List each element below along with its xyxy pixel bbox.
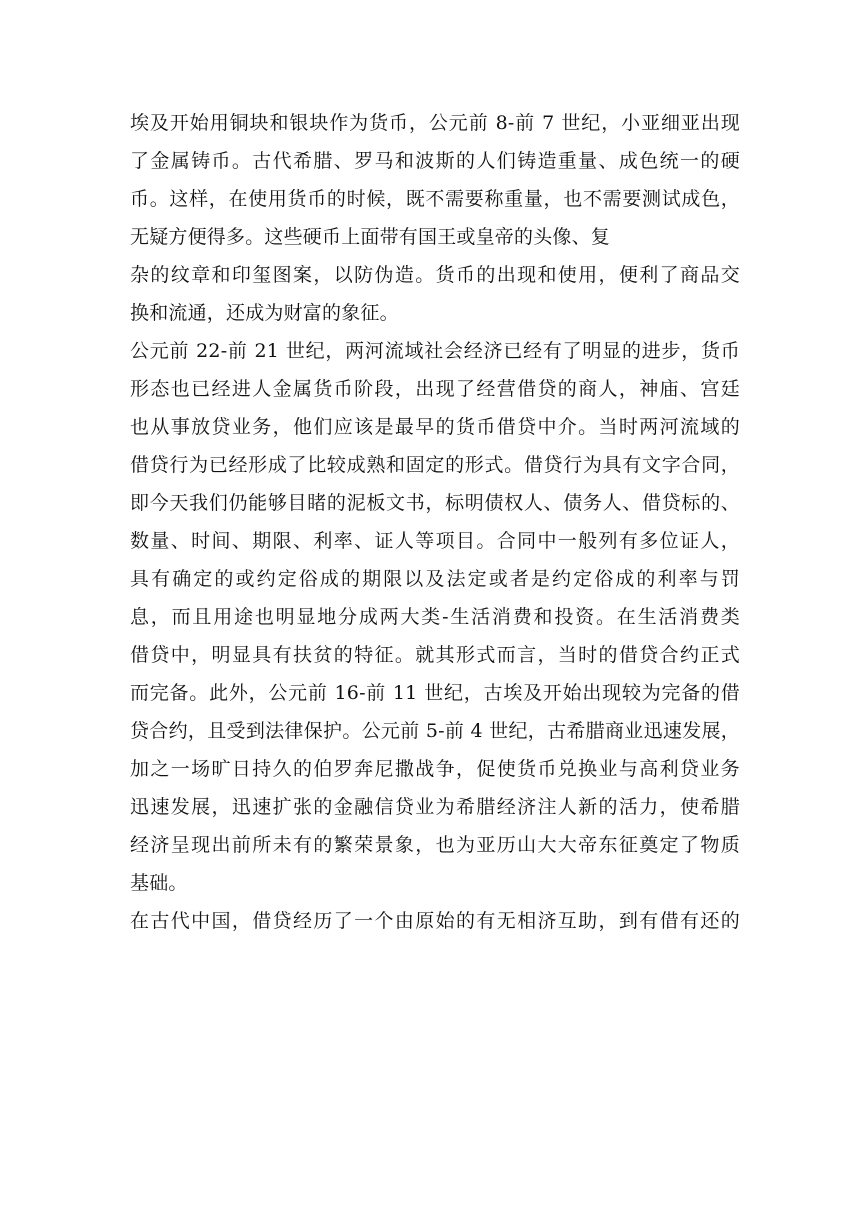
text-line: 了金属铸币。古代希腊、罗马和波斯的人们铸造重量、成色统一的硬 [130,150,740,172]
text-line: 公元前 22-前 21 世纪，两河流域社会经济已经有了明显的进步，货币 [130,340,740,362]
body-text [130,104,740,940]
text-line: 即今天我们仍能够目睹的泥板文书，标明债权人、债务人、借贷标的、 [130,492,740,514]
text-line: 经济呈现出前所未有的繁荣景象，也为亚历山大大帝东征奠定了物质 [130,834,740,856]
text-line: 具有确定的或约定俗成的期限以及法定或者是约定俗成的利率与罚 [130,568,740,590]
text-line: 借贷中，明显具有扶贫的特征。就其形式而言，当时的借贷合约正式 [130,644,740,666]
text-line: 而完备。此外，公元前 16-前 11 世纪，古埃及开始出现较为完备的借 [130,682,740,704]
text-line: 加之一场旷日持久的伯罗奔尼撒战争，促使货币兑换业与高利贷业务 [130,758,740,780]
text-line: 数量、时间、期限、利率、证人等项目。合同中一般列有多位证人， [130,530,740,552]
text-line: 迅速发展，迅速扩张的金融信贷业为希腊经济注人新的活力，使希腊 [130,796,740,818]
text-line: 币。这样，在使用货币的时候，既不需要称重量，也不需要测试成色， [130,188,740,210]
text-line: 息，而且用途也明显地分成两大类-生活消费和投资。在生活消费类 [130,606,740,628]
text-line: 也从事放贷业务，他们应该是最早的货币借贷中介。当时两河流域的 [130,416,740,438]
text-line: 在古代中国，借贷经历了一个由原始的有无相济互助，到有借有还的 [130,910,740,932]
text-line: 基础。 [130,872,188,894]
text-line: 无疑方便得多。这些硬币上面带有国王或皇帝的头像、复 [130,226,611,248]
text-line: 换和流通，还成为财富的象征。 [130,302,399,324]
text-line: 形态也已经进人金属货币阶段，出现了经营借贷的商人，神庙、宫廷 [130,378,740,400]
text-line: 埃及开始用铜块和银块作为货币，公元前 8-前 7 世纪，小亚细亚出现 [130,112,740,134]
text-line: 杂的纹章和印玺图案，以防伪造。货币的出现和使用，便利了商品交 [130,264,740,286]
text-line: 借贷行为已经形成了比较成熟和固定的形式。借贷行为具有文字合同， [130,454,740,476]
text-line: 贷合约，且受到法律保护。公元前 5-前 4 世纪，古希腊商业迅速发展， [130,720,740,742]
